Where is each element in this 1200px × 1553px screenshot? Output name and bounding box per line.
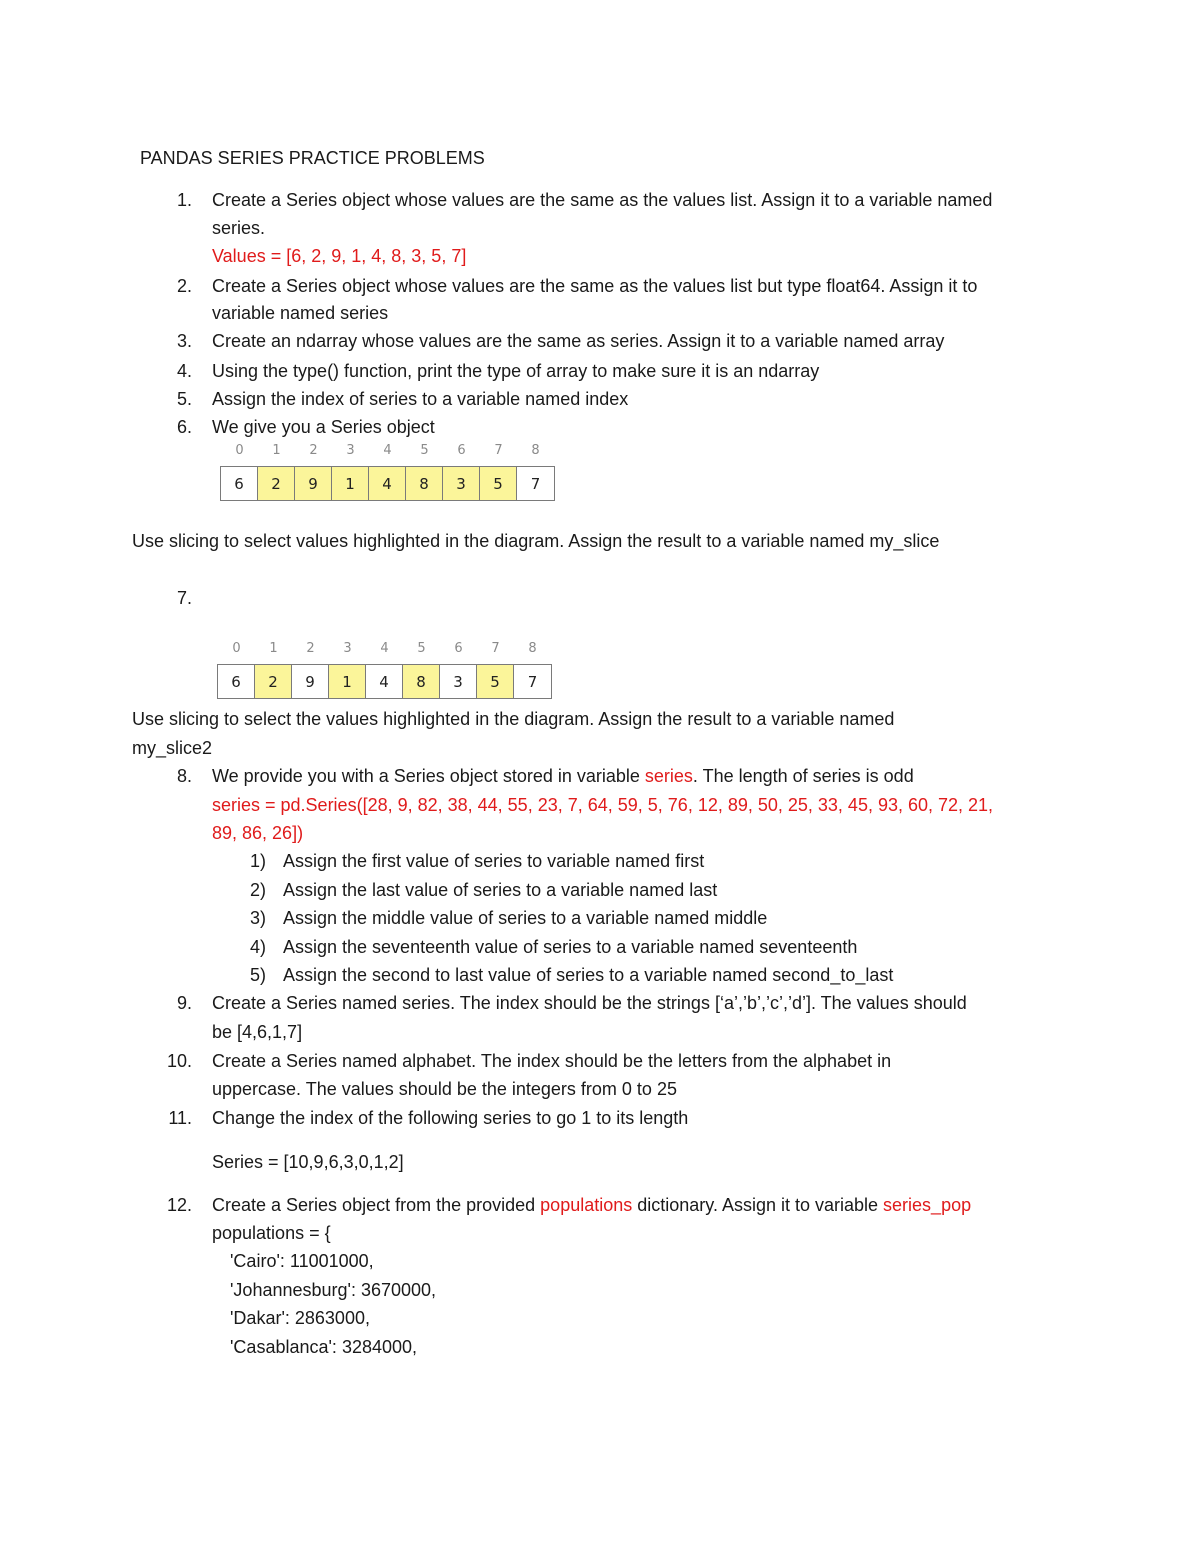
series-diagram-2-cell: 6	[218, 665, 255, 698]
series-diagram-1-highlighted-cell: 4	[369, 467, 406, 500]
problem-1-values: Values = [6, 2, 9, 1, 4, 8, 3, 5, 7]	[212, 246, 467, 266]
series-diagram-1-index-label: 0	[235, 443, 244, 458]
series-diagram-1	[220, 466, 555, 501]
problem-9-line2: be [4,6,1,7]	[212, 1022, 303, 1042]
series-diagram-1-highlighted-cell: 2	[258, 467, 295, 500]
series-diagram-2-index-label: 6	[454, 641, 463, 656]
problem-12-number: 12.	[166, 1195, 192, 1215]
problem-8-sub-4-number: 4)	[249, 937, 266, 957]
series-diagram-1-index-label: 7	[494, 443, 503, 458]
series-diagram-1-index-label: 1	[272, 443, 281, 458]
series-diagram-2-highlighted-cell: 1	[329, 665, 366, 698]
problem-12-text-red2: series_pop	[883, 1195, 972, 1215]
series-diagram-2-index-label: 5	[417, 641, 426, 656]
series-diagram-1-index-label: 4	[383, 443, 392, 458]
series-diagram-2	[217, 664, 552, 699]
problem-6-text: We give you a Series object	[212, 417, 435, 437]
problem-8-sub-3-number: 3)	[249, 908, 266, 928]
series-diagram-2-cell: 4	[366, 665, 403, 698]
problem-4-text: Using the type() function, print the type of array to make sure it is an ndarray	[212, 361, 820, 381]
problem-2-line1: Create a Series object whose values are the same as the values list but type float64. Assign it to	[212, 276, 978, 296]
problem-12-dict-open: populations = {	[212, 1223, 331, 1243]
problem-9-number: 9.	[176, 993, 192, 1013]
problem-8-code-line1: series = pd.Series([28, 9, 82, 38, 44, 55, 23, 7, 64, 59, 5, 76, 12, 89, 50, 25, 33, 45, 93, 60, 72, 21,	[212, 795, 994, 815]
problem-12-dict-line-3: 'Dakar': 2863000,	[230, 1308, 370, 1328]
problem-8-sub-2-number: 2)	[249, 880, 266, 900]
page-title: PANDAS SERIES PRACTICE PROBLEMS	[140, 148, 485, 168]
problem-1-number: 1.	[176, 190, 192, 210]
problem-8-number: 8.	[176, 766, 192, 786]
problem-12-text-b: dictionary. Assign it to variable	[632, 1195, 884, 1215]
series-diagram-1-index-label: 8	[531, 443, 540, 458]
problem-12-text-red1: populations	[540, 1195, 633, 1215]
problem-8-intro-b: . The length of series is odd	[692, 766, 914, 786]
series-diagram-2-index-label: 8	[528, 641, 537, 656]
problem-9-line1: Create a Series named series. The index should be the strings [‘a’,’b’,’c’,’d’]. The values should	[212, 993, 967, 1013]
series-diagram-2-index-label: 0	[232, 641, 241, 656]
series-diagram-2-highlighted-cell: 5	[477, 665, 514, 698]
series-diagram-1-index-label: 2	[309, 443, 318, 458]
problem-8-sub-2-text: Assign the last value of series to a variable named last	[283, 880, 718, 900]
series-diagram-1-cell: 6	[221, 467, 258, 500]
series-diagram-2-cell: 3	[440, 665, 477, 698]
problem-7-instruction-line2: my_slice2	[132, 738, 213, 758]
problem-12-text	[212, 1194, 971, 1216]
problem-7-instruction-line1: Use slicing to select the values highlighted in the diagram. Assign the result to a variable named	[132, 709, 895, 729]
series-diagram-2-index-label: 7	[491, 641, 500, 656]
series-diagram-1-cell: 7	[517, 467, 554, 500]
problem-4-number: 4.	[176, 361, 192, 381]
problem-12-dict-line-4: 'Casablanca': 3284000,	[230, 1337, 418, 1357]
series-diagram-2-index-label: 2	[306, 641, 315, 656]
problem-11-text: Change the index of the following series to go 1 to its length	[212, 1108, 689, 1128]
problem-2-number: 2.	[176, 276, 192, 296]
problem-3-number: 3.	[176, 331, 192, 351]
series-diagram-2-index-label: 3	[343, 641, 352, 656]
problem-8-sub-5-text: Assign the second to last value of series to a variable named second_to_last	[283, 965, 894, 985]
problem-11-series: Series = [10,9,6,3,0,1,2]	[212, 1152, 404, 1172]
problem-3-text: Create an ndarray whose values are the same as series. Assign it to a variable named array	[212, 331, 945, 351]
problem-10-line2: uppercase. The values should be the integers from 0 to 25	[212, 1079, 677, 1099]
series-diagram-1-index-labels	[221, 443, 554, 458]
series-diagram-2-highlighted-cell: 8	[403, 665, 440, 698]
problem-8-sub-4-text: Assign the seventeenth value of series to a variable named seventeenth	[283, 937, 858, 957]
series-diagram-1-highlighted-cell: 1	[332, 467, 369, 500]
series-diagram-1-highlighted-cell: 5	[480, 467, 517, 500]
series-diagram-2-cell: 9	[292, 665, 329, 698]
problem-12-dict-line-1: 'Cairo': 11001000,	[230, 1251, 374, 1271]
problem-10-line1: Create a Series named alphabet. The index should be the letters from the alphabet in	[212, 1051, 892, 1071]
series-diagram-2-highlighted-cell: 2	[255, 665, 292, 698]
problem-8-sub-5-number: 5)	[249, 965, 266, 985]
series-diagram-2-index-labels	[218, 641, 551, 656]
problem-8-intro-red: series	[644, 766, 693, 786]
problem-8-sub-1-text: Assign the first value of series to variable named first	[283, 851, 705, 871]
problem-8-intro	[212, 765, 914, 787]
series-diagram-2-cell: 7	[514, 665, 551, 698]
series-diagram-1-index-label: 3	[346, 443, 355, 458]
problem-10-number: 10.	[166, 1051, 192, 1071]
problem-1-line2: series.	[212, 218, 266, 238]
problem-6-number: 6.	[176, 417, 192, 437]
problem-1-line1: Create a Series object whose values are the same as the values list. Assign it to a variable named	[212, 190, 993, 210]
series-diagram-1-highlighted-cell: 9	[295, 467, 332, 500]
problem-5-number: 5.	[176, 389, 192, 409]
problem-2-line2: variable named series	[212, 303, 389, 323]
problem-12-dict-line-2: 'Johannesburg': 3670000,	[230, 1280, 437, 1300]
series-diagram-1-highlighted-cell: 8	[406, 467, 443, 500]
series-diagram-2-index-label: 4	[380, 641, 389, 656]
series-diagram-2-index-label: 1	[269, 641, 278, 656]
problem-5-text: Assign the index of series to a variable named index	[212, 389, 629, 409]
problem-6-instruction: Use slicing to select values highlighted in the diagram. Assign the result to a variable named my_slice	[132, 531, 940, 551]
problem-7-number: 7.	[176, 588, 192, 608]
problem-8-sub-1-number: 1)	[249, 851, 266, 871]
problem-8-intro-a: We provide you with a Series object stored in variable	[212, 766, 645, 786]
problem-11-number: 11.	[168, 1108, 192, 1128]
problem-8-sub-3-text: Assign the middle value of series to a variable named middle	[283, 908, 768, 928]
series-diagram-1-index-label: 6	[457, 443, 466, 458]
problem-8-code-line2: 89, 86, 26])	[212, 823, 304, 843]
problem-12-text-a: Create a Series object from the provided	[212, 1195, 541, 1215]
series-diagram-1-highlighted-cell: 3	[443, 467, 480, 500]
series-diagram-1-index-label: 5	[420, 443, 429, 458]
